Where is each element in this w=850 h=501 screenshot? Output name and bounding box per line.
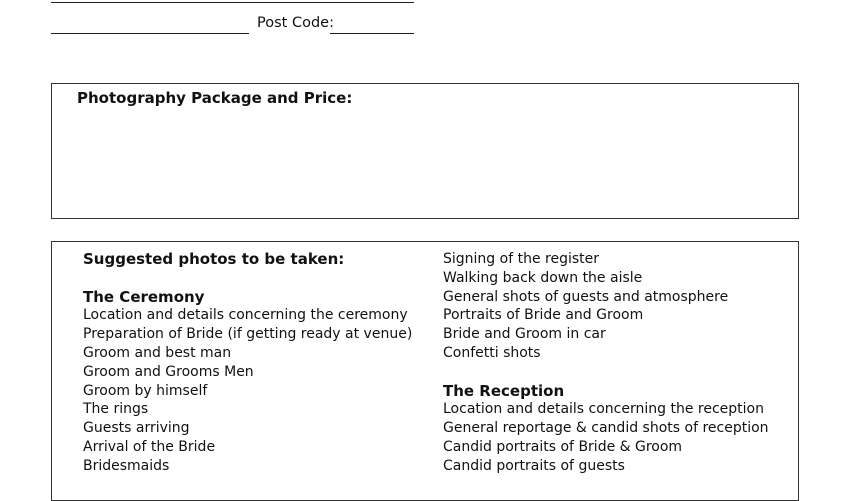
list-item: Bridesmaids <box>83 457 170 474</box>
list-item: Preparation of Bride (if getting ready at venue) <box>83 326 413 343</box>
suggested-photos-title: Suggested photos to be taken: <box>83 250 345 268</box>
list-item: Groom and Grooms Men <box>83 363 254 380</box>
list-item: General reportage & candid shots of reception <box>443 420 769 437</box>
list-item: Confetti shots <box>443 344 541 361</box>
package-price-title: Photography Package and Price: <box>77 89 353 107</box>
list-item: Location and details concerning the reception <box>443 401 764 418</box>
ceremony-heading: The Ceremony <box>83 287 205 306</box>
list-item: General shots of guests and atmosphere <box>443 288 729 305</box>
list-item: Candid portraits of Bride & Groom <box>443 438 683 455</box>
right-column <box>443 250 769 476</box>
suggested-photos-box <box>51 241 799 501</box>
postcode-label: Post Code: <box>257 15 334 31</box>
address-line-top[interactable] <box>51 2 414 3</box>
list-item: Portraits of Bride and Groom <box>443 307 644 324</box>
reception-heading: The Reception <box>443 381 565 400</box>
list-item: Arrival of the Bride <box>83 438 216 455</box>
list-item: Walking back down the aisle <box>443 269 643 286</box>
list-item: Groom by himself <box>83 382 208 399</box>
list-item: Guests arriving <box>83 420 190 437</box>
list-item: Groom and best man <box>83 344 232 361</box>
list-item: Candid portraits of guests <box>443 457 625 474</box>
package-price-box[interactable] <box>51 83 799 219</box>
list-item: Location and details concerning the ceremony <box>83 307 408 324</box>
list-item: Signing of the register <box>443 251 599 267</box>
address-line-field[interactable] <box>51 33 249 34</box>
left-column <box>83 250 412 476</box>
list-item: Bride and Groom in car <box>443 326 606 343</box>
postcode-field[interactable] <box>330 33 414 34</box>
list-item: The rings <box>83 401 149 418</box>
